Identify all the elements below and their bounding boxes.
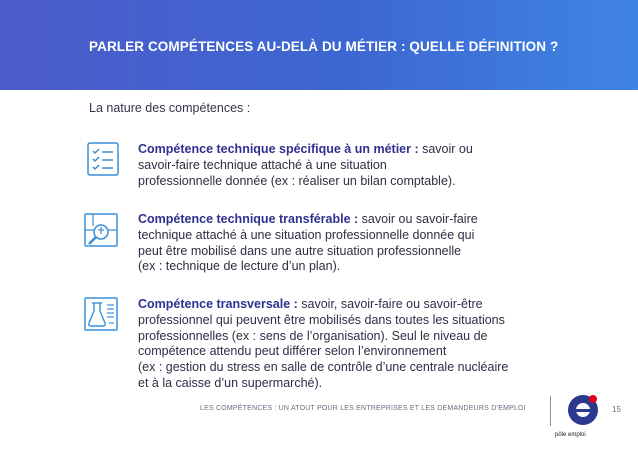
- definition-term: Compétence technique spécifique à un métier :: [138, 142, 419, 156]
- definition-text: peut être mobilisé dans une autre situation professionnelle: [138, 243, 462, 258]
- definition-text: compétence attendu peut différer selon l’environnement: [138, 344, 447, 359]
- page-title: PARLER COMPÉTENCES AU-DELÀ DU MÉTIER : QUELLE DÉFINITION ?: [89, 39, 559, 54]
- intro-text: La nature des compétences :: [89, 101, 251, 115]
- definition-text: professionnel qui peuvent être mobilisés dans toutes les situations: [138, 312, 505, 327]
- page-header: [0, 0, 638, 90]
- definition-block-3: [138, 297, 508, 392]
- definition-block-1: [138, 142, 473, 189]
- definition-text: (ex : technique de lecture d’un plan).: [138, 259, 341, 274]
- definition-text: technique attaché à une situation professionnelle donnée qui: [138, 227, 475, 242]
- definition-text: savoir ou savoir-faire: [358, 212, 478, 226]
- lab-flask-icon: [83, 296, 119, 332]
- footer-text: LES COMPÉTENCES : UN ATOUT POUR LES ENTREPRISES ET LES DEMANDEURS D’EMPLOI: [200, 405, 526, 412]
- footer-divider: [550, 396, 551, 426]
- definition-text: professionnelle donnée (ex : réaliser un bilan comptable).: [138, 173, 456, 188]
- definition-text: et à la caisse d’un supermarché).: [138, 375, 323, 390]
- blueprint-icon: [83, 212, 119, 248]
- definition-text: (ex : gestion du stress en salle de contrôle d’une centrale nucléaire: [138, 360, 509, 375]
- definition-term: Compétence transversale :: [138, 297, 298, 311]
- definition-text: savoir-faire technique attaché à une situation: [138, 157, 387, 172]
- logo-label: pôle emploi: [555, 432, 586, 438]
- page-number: 15: [612, 405, 621, 414]
- definition-text: savoir, savoir-faire ou savoir-être: [297, 297, 483, 311]
- checklist-icon: [85, 141, 121, 177]
- pole-emploi-logo: [560, 390, 606, 436]
- definition-term: Compétence technique transférable :: [138, 212, 359, 226]
- definition-text: savoir ou: [418, 142, 473, 156]
- definition-text: professionnelles (ex : sens de l’organisation). Seul le niveau de: [138, 328, 488, 343]
- definition-block-2: [138, 212, 478, 275]
